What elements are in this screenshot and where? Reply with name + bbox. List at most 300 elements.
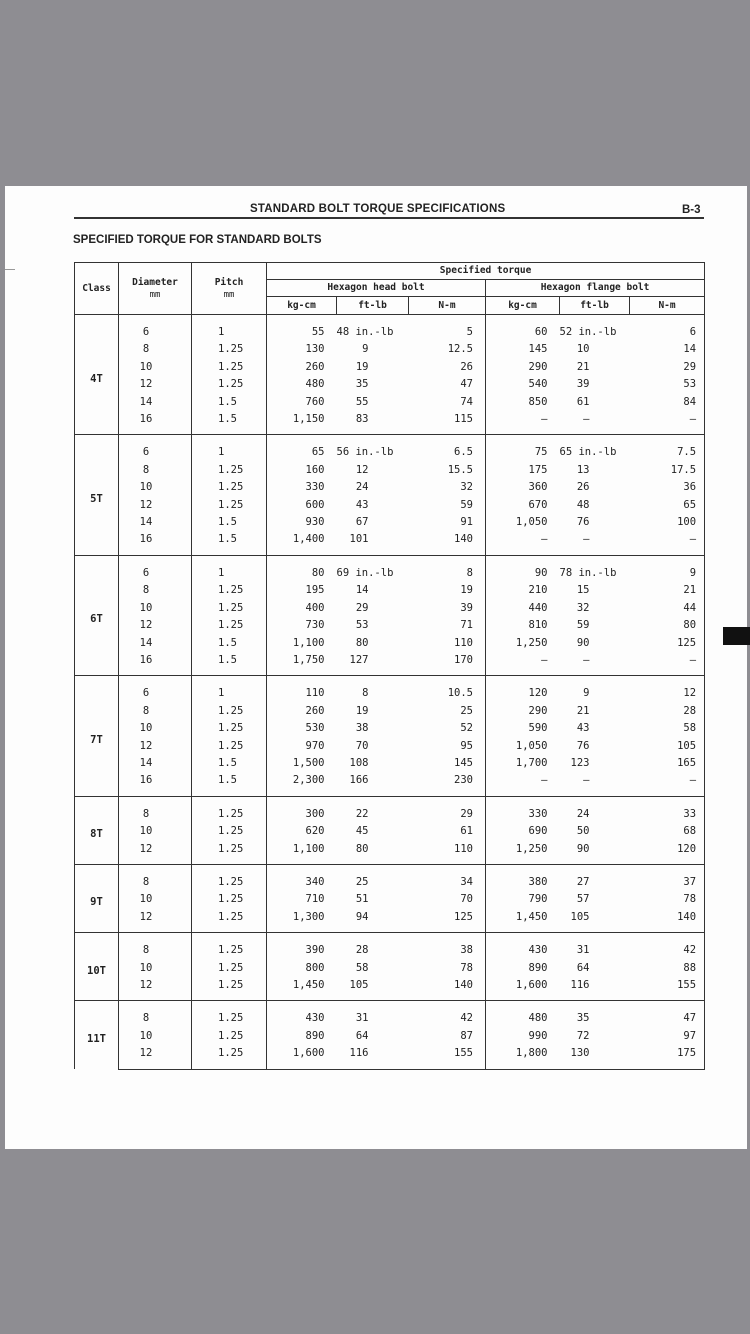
table-row: [75, 796, 705, 823]
fl-ftlb-cell: 43: [576, 722, 590, 735]
fl-ftlb-cell: 24: [560, 796, 630, 823]
diameter-cell: 6: [119, 435, 192, 462]
diameter-cell: 6: [119, 676, 192, 703]
fl-ftlb-cell: 59: [576, 619, 590, 632]
hh-nm-cell: 42: [409, 1001, 486, 1028]
fl-ftlb-cell: 105: [570, 910, 590, 923]
fl-nm-cell: —: [630, 411, 705, 435]
fl-nm-cell: 120: [630, 841, 705, 865]
hh-nm-cell: 230: [409, 772, 486, 796]
fl-nm-cell: 58: [630, 720, 705, 737]
hh-ftlb-cell: 56 in.-lb: [337, 435, 409, 462]
diameter-cell: 16: [119, 772, 192, 796]
fl-ftlb-cell: —: [583, 774, 590, 787]
fl-kgcm-cell: 120: [486, 676, 560, 703]
header-pitch-unit: mm: [223, 289, 235, 300]
pitch-cell: 1.25: [192, 359, 267, 376]
diameter-cell: 12: [119, 977, 192, 1001]
fl-kgcm-cell: 380: [486, 864, 560, 891]
hh-kgcm-cell: 65: [267, 435, 337, 462]
fl-ftlb-cell: 50: [576, 825, 590, 838]
fl-nm-cell: 165: [630, 755, 705, 772]
hh-kgcm-cell: 260: [267, 703, 337, 720]
fl-kgcm-cell: 1,250: [486, 635, 560, 652]
fl-kgcm-cell: 690: [486, 823, 560, 840]
hh-nm-cell: 19: [409, 582, 486, 599]
table-row: [75, 531, 705, 555]
fl-kgcm-cell: 810: [486, 617, 560, 634]
fl-ftlb-cell: 35: [560, 1001, 630, 1028]
pitch-cell: 1.5: [192, 411, 267, 435]
fl-nm-cell: 42: [630, 933, 705, 960]
margin-mark: [5, 269, 15, 270]
fl-ftlb-cell: 78 in.-lb: [560, 555, 630, 582]
hh-kgcm-cell: 480: [267, 376, 337, 393]
hh-kgcm-cell: 890: [267, 1028, 337, 1045]
table-row: [75, 462, 705, 479]
fl-kgcm-cell: 430: [486, 933, 560, 960]
hh-nm-cell: 125: [409, 909, 486, 933]
class-cell: 10T: [75, 933, 119, 1001]
hh-kgcm-cell: 1,500: [267, 755, 337, 772]
fl-ftlb-cell: 76: [576, 516, 590, 529]
hh-kgcm-cell: 710: [267, 891, 337, 908]
fl-kgcm-cell: 540: [486, 376, 560, 393]
pitch-cell: 1.25: [192, 617, 267, 634]
table-row: [75, 772, 705, 796]
hh-ftlb-cell: 69 in.-lb: [337, 555, 409, 582]
hh-ftlb-cell: 14: [355, 584, 369, 597]
hh-nm-cell: 6.5: [409, 435, 486, 462]
hh-ftlb-cell: 22: [337, 796, 409, 823]
table-row: [75, 435, 705, 462]
hh-kgcm-cell: 760: [267, 394, 337, 411]
hh-kgcm-cell: 195: [267, 582, 337, 599]
fl-kgcm-cell: 290: [486, 359, 560, 376]
fl-ftlb-cell: 48: [576, 498, 590, 511]
table-row: [75, 738, 705, 755]
fl-ftlb-cell: —: [583, 653, 590, 666]
diameter-cell: 12: [119, 1045, 192, 1069]
diameter-cell: 8: [119, 341, 192, 358]
diameter-cell: 10: [119, 960, 192, 977]
hh-ftlb-cell: 19: [355, 360, 369, 373]
pitch-cell: 1.5: [192, 772, 267, 796]
fl-ftlb-cell: 72: [576, 1029, 590, 1042]
hh-kgcm-cell: 530: [267, 720, 337, 737]
hh-ftlb-cell: 55: [355, 395, 369, 408]
fl-nm-cell: 14: [630, 341, 705, 358]
hh-kgcm-cell: 1,150: [267, 411, 337, 435]
fl-kgcm-cell: 1,700: [486, 755, 560, 772]
pitch-cell: 1.25: [192, 462, 267, 479]
pitch-cell: 1.5: [192, 531, 267, 555]
hh-nm-cell: 34: [409, 864, 486, 891]
diameter-cell: 12: [119, 909, 192, 933]
pitch-cell: 1: [192, 315, 267, 342]
torque-table: [74, 262, 705, 1070]
fl-nm-cell: 88: [630, 960, 705, 977]
table-row: [75, 359, 705, 376]
diameter-cell: 16: [119, 531, 192, 555]
fl-nm-cell: 125: [630, 635, 705, 652]
hh-ftlb-cell: 19: [355, 704, 369, 717]
fl-nm-cell: 68: [630, 823, 705, 840]
hh-nm-cell: 115: [409, 411, 486, 435]
hh-ftlb-cell: 29: [355, 601, 369, 614]
diameter-cell: 14: [119, 394, 192, 411]
hh-ftlb-cell: 31: [337, 1001, 409, 1028]
table-row: [75, 977, 705, 1001]
hh-kgcm-cell: 110: [267, 676, 337, 703]
table-row: [75, 703, 705, 720]
hh-ftlb-cell: 8: [337, 676, 409, 703]
fl-nm-cell: —: [630, 652, 705, 676]
fl-kgcm-cell: 1,800: [486, 1045, 560, 1069]
fl-nm-cell: 175: [630, 1045, 705, 1069]
table-row: [75, 479, 705, 496]
hh-ftlb-cell: 25: [337, 864, 409, 891]
hh-ftlb-cell: 53: [355, 619, 369, 632]
hh-nm-cell: 70: [409, 891, 486, 908]
fl-kgcm-cell: 590: [486, 720, 560, 737]
hh-nm-cell: 25: [409, 703, 486, 720]
header-specified-torque: Specified torque: [267, 263, 705, 280]
hh-ftlb-cell: 80: [355, 842, 369, 855]
diameter-cell: 8: [119, 933, 192, 960]
diameter-cell: 10: [119, 600, 192, 617]
fl-ftlb-cell: —: [583, 413, 590, 426]
fl-kgcm-cell: —: [486, 772, 560, 796]
diameter-cell: 8: [119, 864, 192, 891]
pitch-cell: 1.25: [192, 582, 267, 599]
hh-nm-cell: 10.5: [409, 676, 486, 703]
fl-nm-cell: 100: [630, 514, 705, 531]
hh-kgcm-cell: 970: [267, 738, 337, 755]
diameter-cell: 16: [119, 652, 192, 676]
hh-kgcm-cell: 600: [267, 497, 337, 514]
fl-kgcm-cell: 90: [486, 555, 560, 582]
table-row: [75, 376, 705, 393]
fl-kgcm-cell: 145: [486, 341, 560, 358]
table-row: [75, 960, 705, 977]
fl-nm-cell: 78: [630, 891, 705, 908]
pitch-cell: 1.25: [192, 891, 267, 908]
fl-ftlb-cell: 52 in.-lb: [560, 315, 630, 342]
diameter-cell: 10: [119, 1028, 192, 1045]
pitch-cell: 1.5: [192, 635, 267, 652]
class-cell: 7T: [75, 676, 119, 796]
fl-nm-cell: 97: [630, 1028, 705, 1045]
hh-kgcm-cell: 260: [267, 359, 337, 376]
hh-nm-cell: 91: [409, 514, 486, 531]
hh-ftlb-cell: 51: [355, 893, 369, 906]
pitch-cell: 1: [192, 676, 267, 703]
hh-kgcm-cell: 130: [267, 341, 337, 358]
diameter-cell: 14: [119, 514, 192, 531]
fl-nm-cell: 28: [630, 703, 705, 720]
diameter-cell: 6: [119, 555, 192, 582]
table-row: [75, 652, 705, 676]
fl-ftlb-cell: 26: [576, 481, 590, 494]
page-number: B-3: [682, 204, 701, 216]
hh-kgcm-cell: 1,600: [267, 1045, 337, 1069]
fl-ftlb-cell: 116: [570, 979, 590, 991]
hh-kgcm-cell: 1,100: [267, 635, 337, 652]
header-fl-ftlb: ft-lb: [560, 297, 630, 315]
hh-kgcm-cell: 2,300: [267, 772, 337, 796]
diameter-cell: 10: [119, 823, 192, 840]
table-row: [75, 341, 705, 358]
pitch-cell: 1.25: [192, 1001, 267, 1028]
hh-nm-cell: 71: [409, 617, 486, 634]
fl-nm-cell: 6: [630, 315, 705, 342]
hh-nm-cell: 155: [409, 1045, 486, 1069]
fl-ftlb-cell: 90: [576, 842, 590, 855]
header-fl-nm: N-m: [630, 297, 705, 315]
fl-ftlb-cell: 39: [576, 378, 590, 391]
hh-ftlb-cell: 24: [355, 481, 369, 494]
fl-kgcm-cell: 1,250: [486, 841, 560, 865]
table-row: [75, 617, 705, 634]
hh-kgcm-cell: 1,300: [267, 909, 337, 933]
table-row: [75, 841, 705, 865]
fl-ftlb-cell: 9: [560, 676, 630, 703]
pitch-cell: 1.25: [192, 497, 267, 514]
hh-nm-cell: 61: [409, 823, 486, 840]
hh-nm-cell: 145: [409, 755, 486, 772]
hh-nm-cell: 52: [409, 720, 486, 737]
table-row: [75, 411, 705, 435]
hh-nm-cell: 47: [409, 376, 486, 393]
class-cell: 9T: [75, 864, 119, 932]
pitch-cell: 1.5: [192, 514, 267, 531]
hh-ftlb-cell: 45: [355, 825, 369, 838]
pitch-cell: 1.25: [192, 864, 267, 891]
diameter-cell: 10: [119, 359, 192, 376]
hh-nm-cell: 26: [409, 359, 486, 376]
header-class: Class: [75, 263, 119, 315]
header-diameter-label: Diameter: [132, 276, 178, 288]
hh-nm-cell: 15.5: [409, 462, 486, 479]
fl-kgcm-cell: 480: [486, 1001, 560, 1028]
pitch-cell: 1.25: [192, 479, 267, 496]
hh-kgcm-cell: 620: [267, 823, 337, 840]
table-row: [75, 720, 705, 737]
fl-ftlb-cell: 21: [576, 704, 590, 717]
diameter-cell: 8: [119, 703, 192, 720]
fl-ftlb-cell: 90: [576, 636, 590, 649]
pitch-cell: 1.25: [192, 1045, 267, 1069]
fl-nm-cell: 155: [630, 977, 705, 1001]
fl-kgcm-cell: 60: [486, 315, 560, 342]
fl-ftlb-cell: 130: [560, 1045, 630, 1069]
diameter-cell: 8: [119, 796, 192, 823]
header-hh-nm: N-m: [409, 297, 486, 315]
fl-ftlb-cell: 57: [576, 893, 590, 906]
hh-kgcm-cell: 55: [267, 315, 337, 342]
table-row: [75, 315, 705, 342]
header-fl-kgcm: kg-cm: [486, 297, 560, 315]
hh-ftlb-cell: 38: [355, 722, 369, 735]
hh-nm-cell: 32: [409, 479, 486, 496]
fl-nm-cell: 53: [630, 376, 705, 393]
hh-kgcm-cell: 80: [267, 555, 337, 582]
hh-nm-cell: 140: [409, 977, 486, 1001]
header-hh-kgcm: kg-cm: [267, 297, 337, 315]
table-row: [75, 823, 705, 840]
hh-ftlb-cell: 108: [349, 756, 369, 769]
hh-ftlb-cell: 48 in.-lb: [337, 315, 409, 342]
diameter-cell: 10: [119, 891, 192, 908]
diameter-cell: 8: [119, 1001, 192, 1028]
fl-nm-cell: 140: [630, 909, 705, 933]
hh-nm-cell: 74: [409, 394, 486, 411]
hh-kgcm-cell: 340: [267, 864, 337, 891]
table-row: [75, 635, 705, 652]
header-diameter: [119, 263, 192, 315]
hh-kgcm-cell: 1,100: [267, 841, 337, 865]
pitch-cell: 1.25: [192, 796, 267, 823]
fl-nm-cell: 84: [630, 394, 705, 411]
hh-kgcm-cell: 400: [267, 600, 337, 617]
fl-nm-cell: 9: [630, 555, 705, 582]
hh-ftlb-cell: 9: [362, 343, 369, 356]
hh-ftlb-cell: 116: [337, 1045, 409, 1069]
section-title: SPECIFIED TORQUE FOR STANDARD BOLTS: [73, 234, 322, 246]
header-hh-ftlb: ft-lb: [337, 297, 409, 315]
hh-nm-cell: 140: [409, 531, 486, 555]
hh-nm-cell: 12.5: [409, 341, 486, 358]
fl-kgcm-cell: 670: [486, 497, 560, 514]
pitch-cell: 1: [192, 555, 267, 582]
hh-kgcm-cell: 1,750: [267, 652, 337, 676]
fl-nm-cell: 7.5: [630, 435, 705, 462]
fl-kgcm-cell: 330: [486, 796, 560, 823]
class-cell: 8T: [75, 796, 119, 864]
pitch-cell: 1.25: [192, 341, 267, 358]
header-rule: [74, 217, 704, 219]
fl-kgcm-cell: 75: [486, 435, 560, 462]
hh-kgcm-cell: 1,450: [267, 977, 337, 1001]
diameter-cell: 6: [119, 315, 192, 342]
hh-ftlb-cell: 101: [349, 533, 369, 546]
fl-ftlb-cell: 27: [560, 864, 630, 891]
table-row: [75, 1001, 705, 1028]
fl-ftlb-cell: 65 in.-lb: [560, 435, 630, 462]
fl-ftlb-cell: 10: [576, 343, 590, 356]
table-row: [75, 909, 705, 933]
hh-kgcm-cell: 800: [267, 960, 337, 977]
hh-kgcm-cell: 300: [267, 796, 337, 823]
hh-nm-cell: 39: [409, 600, 486, 617]
table-row: [75, 497, 705, 514]
hh-ftlb-cell: 80: [355, 636, 369, 649]
hh-ftlb-cell: 12: [355, 463, 369, 476]
class-cell: 6T: [75, 555, 119, 675]
table-row: [75, 394, 705, 411]
pitch-cell: 1.25: [192, 600, 267, 617]
fl-nm-cell: —: [630, 531, 705, 555]
hh-nm-cell: 170: [409, 652, 486, 676]
hh-nm-cell: 29: [409, 796, 486, 823]
fl-nm-cell: 65: [630, 497, 705, 514]
hh-nm-cell: 78: [409, 960, 486, 977]
fl-nm-cell: 29: [630, 359, 705, 376]
fl-nm-cell: —: [630, 772, 705, 796]
pitch-cell: 1.5: [192, 394, 267, 411]
fl-kgcm-cell: 290: [486, 703, 560, 720]
hh-nm-cell: 110: [409, 841, 486, 865]
hh-ftlb-cell: 83: [355, 413, 369, 426]
pitch-cell: 1.25: [192, 376, 267, 393]
table-row: [75, 1045, 705, 1069]
pitch-cell: 1.25: [192, 933, 267, 960]
table-row: [75, 600, 705, 617]
pitch-cell: 1.25: [192, 738, 267, 755]
hh-kgcm-cell: 430: [267, 1001, 337, 1028]
pitch-cell: 1: [192, 435, 267, 462]
fl-kgcm-cell: 790: [486, 891, 560, 908]
hh-nm-cell: 38: [409, 933, 486, 960]
table-row: [75, 676, 705, 703]
hh-nm-cell: 110: [409, 635, 486, 652]
fl-ftlb-cell: —: [583, 533, 590, 546]
hh-nm-cell: 5: [409, 315, 486, 342]
hh-nm-cell: 59: [409, 497, 486, 514]
fl-kgcm-cell: 1,050: [486, 738, 560, 755]
fl-nm-cell: 105: [630, 738, 705, 755]
pitch-cell: 1.25: [192, 703, 267, 720]
header-pitch-label: Pitch: [214, 276, 244, 288]
diameter-cell: 10: [119, 479, 192, 496]
diameter-cell: 12: [119, 617, 192, 634]
pitch-cell: 1.25: [192, 1028, 267, 1045]
class-cell: 4T: [75, 315, 119, 435]
diameter-cell: 16: [119, 411, 192, 435]
hh-ftlb-cell: 105: [349, 979, 369, 991]
table-row: [75, 933, 705, 960]
hh-ftlb-cell: 94: [355, 910, 369, 923]
hh-kgcm-cell: 730: [267, 617, 337, 634]
diameter-cell: 8: [119, 462, 192, 479]
fl-nm-cell: 33: [630, 796, 705, 823]
hh-ftlb-cell: 70: [355, 739, 369, 752]
hh-nm-cell: 8: [409, 555, 486, 582]
fl-kgcm-cell: —: [486, 411, 560, 435]
fl-kgcm-cell: 440: [486, 600, 560, 617]
fl-ftlb-cell: 13: [576, 463, 590, 476]
hh-ftlb-cell: 127: [349, 653, 369, 666]
fl-kgcm-cell: 850: [486, 394, 560, 411]
diameter-cell: 12: [119, 376, 192, 393]
header-diameter-unit: mm: [149, 289, 161, 300]
hh-kgcm-cell: 330: [267, 479, 337, 496]
hh-ftlb-cell: 166: [349, 774, 369, 787]
class-cell: 11T: [75, 1001, 119, 1069]
fl-nm-cell: 47: [630, 1001, 705, 1028]
fl-ftlb-cell: 15: [576, 584, 590, 597]
hh-kgcm-cell: 1,400: [267, 531, 337, 555]
hh-nm-cell: 87: [409, 1028, 486, 1045]
hh-ftlb-cell: 67: [355, 516, 369, 529]
class-cell: 5T: [75, 435, 119, 555]
diameter-cell: 8: [119, 582, 192, 599]
fl-ftlb-cell: 32: [576, 601, 590, 614]
table-row: [75, 891, 705, 908]
pitch-cell: 1.25: [192, 960, 267, 977]
table-body: [75, 315, 705, 1070]
